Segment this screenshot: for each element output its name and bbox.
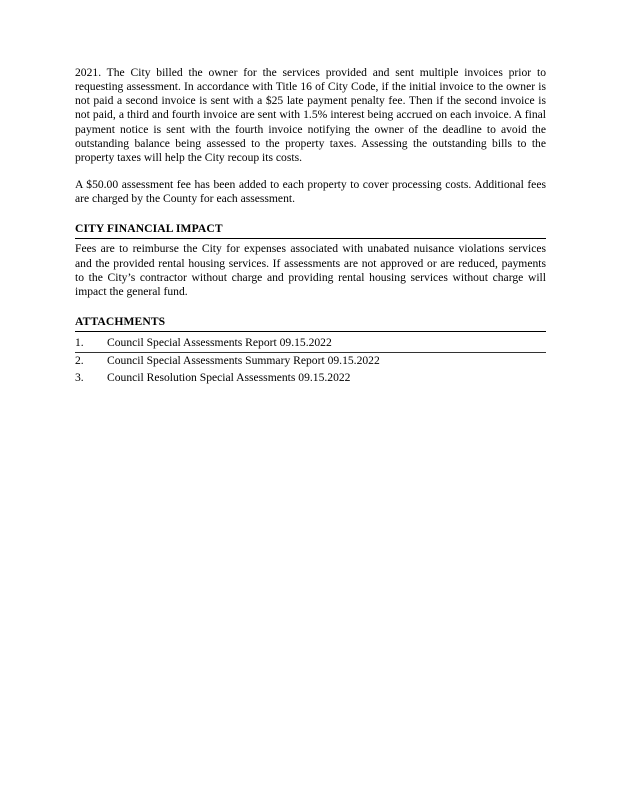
attachment-number: 3. — [75, 371, 84, 385]
attachment-item — [75, 370, 546, 387]
section-heading-city-financial-impact: CITY FINANCIAL IMPACT — [75, 222, 546, 239]
intro-paragraph: 2021. The City billed the owner for the services provided and sent multiple invoices prior to requesting assessment. In accordance with Title 16 of City Code, if the initial invoice to the owner is not paid a second invoice is sent with a $25 late payment penalty fee. Then if the second invoice is not paid, a third and fourth invoice are sent with 1.5% interest being accrued on each invoice. A final payment notice is sent with the fourth invoice notifying the owner of the deadline to avoid the outstanding balance being assessed to the property taxes. Assessing the outstanding bills to the property taxes will help the City recoup its costs. — [75, 66, 546, 164]
financial-impact-body: Fees are to reimburse the City for expenses associated with unabated nuisance violations services and the provided rental housing services. If assessments are not approved or are reduced, payments to the City’s contractor without charge and providing rental housing services without charge will impact the general fund. — [75, 242, 546, 298]
section-heading-attachments: ATTACHMENTS — [75, 315, 546, 332]
attachments-list — [75, 335, 546, 387]
attachment-item — [75, 335, 546, 353]
attachment-title: Council Resolution Special Assessments 09.15.2022 — [107, 371, 351, 385]
assessment-fee-paragraph: A $50.00 assessment fee has been added to each property to cover processing costs. Additional fees are charged by the County for each assessment. — [75, 177, 546, 206]
attachment-item — [75, 353, 546, 370]
attachment-title: Council Special Assessments Summary Report 09.15.2022 — [107, 354, 380, 368]
attachment-number: 1. — [75, 336, 84, 350]
document-content — [75, 66, 546, 388]
attachment-title: Council Special Assessments Report 09.15.2022 — [107, 336, 332, 350]
attachment-number: 2. — [75, 354, 84, 368]
